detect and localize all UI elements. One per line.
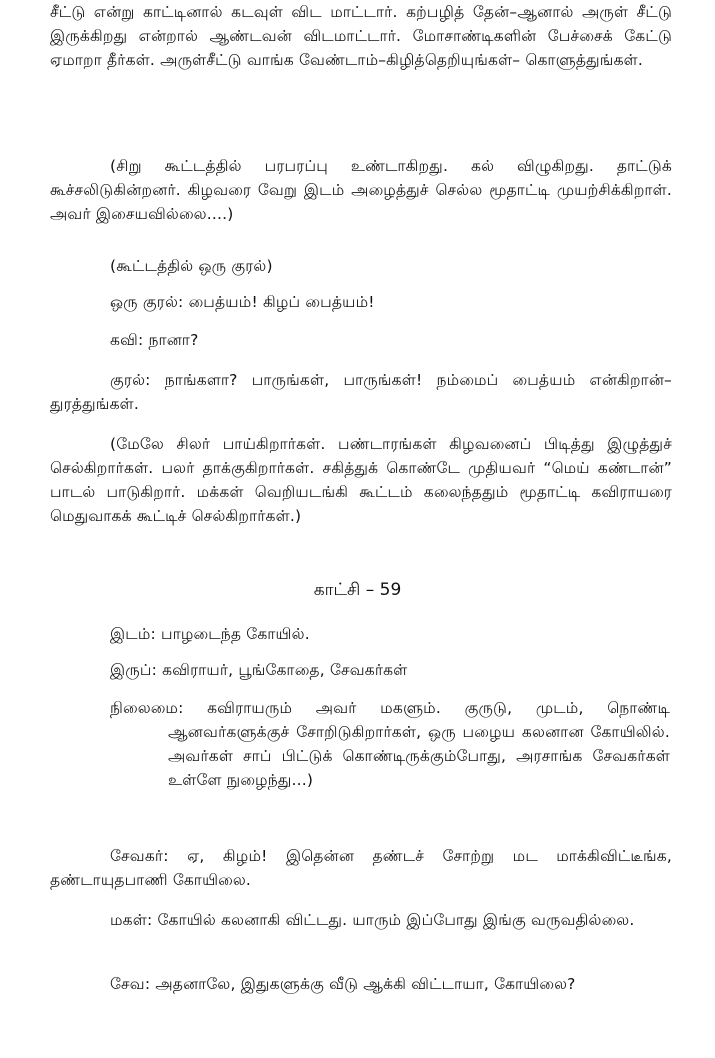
- paragraph-1: சீட்டு என்று காட்டினால் கடவுள் விட மாட்டார். கற்பழித் தேன்–ஆனால் அருள் சீட்டு இருக்கிறது என்றால் ஆண்டவன் விடமாட்டார். மோசாண்டிகளின் பேச்சைக் கேட்டு ஏமாறா தீர்கள். அருள்சீட்டு வாங்க வேண்டாம்–கிழித்தெறியுங்கள்– கொளுத்துங்கள்.: [50, 3, 672, 69]
- scene-characters: இருப்: கவிராயர், பூங்கோதை, சேவகர்கள்: [110, 661, 408, 679]
- dialogue-voice: ஒரு குரல்: பைத்யம்! கிழப் பைத்யம்!: [110, 293, 375, 311]
- dialogue-magal: மகள்: கோயில் கலனாகி விட்டது. யாரும் இப்போது இங்கு வருவதில்லை.: [110, 911, 635, 929]
- dialogue-kavi: கவி: நானா?: [110, 331, 199, 349]
- dialogue-kural: குரல்: நாங்களா? பாருங்கள், பாருங்கள்! நம்மைப் பைத்யம் என்கிறான்–துரத்துங்கள்.: [50, 371, 672, 413]
- scene-heading: காட்சி – 59: [313, 580, 402, 600]
- scene-place: இடம்: பாழடைந்த கோயில்.: [110, 625, 310, 643]
- scene-situation: நிலைமை: கவிராயரும் அவர் மகளும். குருடு, முடம், நொண்டி ஆனவர்களுக்குச் சோறிடுகிறார்கள், ஒரு பழைய கலனான கோயிலில். அவர்கள் சாப் பிட்டுக் கொண்டிருக்கும்போது, அரசாங்க சேவகர்கள் உள்ளே நுழைந்து...): [110, 699, 670, 789]
- stage-direction-1: (சிறு கூட்டத்தில் பரபரப்பு உண்டாகிறது. கல் விழுகிறது. தாட்டுக் கூச்சலிடுகின்றனர். கிழவரை வேறு இடம் அழைத்துச் செல்ல மூதாட்டி முயற்சிக்கிறாள். அவர் இசையவில்லை....): [50, 157, 672, 223]
- stage-direction-3: (மேலே சிலர் பாய்கிறார்கள். பண்டாரங்கள் கிழவனைப் பிடித்து இழுத்துச் செல்கிறார்கள். பலர் தாக்குகிறார்கள். சகித்துக் கொண்டே முதியவர் “மெய் கண்டான்” பாடல் பாடுகிறார். மக்கள் வெறியடங்கி கூட்டம் கலைந்ததும் மூதாட்டி கவிராயரை மெதுவாகக் கூட்டிச் செல்கிறார்கள்.): [50, 435, 672, 525]
- dialogue-sevakar: சேவகர்: ஏ, கிழம்! இதென்ன தண்டச் சோற்று மட மாக்கிவிட்டீங்க, தண்டாயுதபாணி கோயிலை.: [50, 847, 672, 889]
- dialogue-seva: சேவ: அதனாலே, இதுகளுக்கு வீடு ஆக்கி விட்டாயா, கோயிலை?: [110, 975, 576, 993]
- stage-direction-2: (கூட்டத்தில் ஒரு குரல்): [110, 257, 273, 275]
